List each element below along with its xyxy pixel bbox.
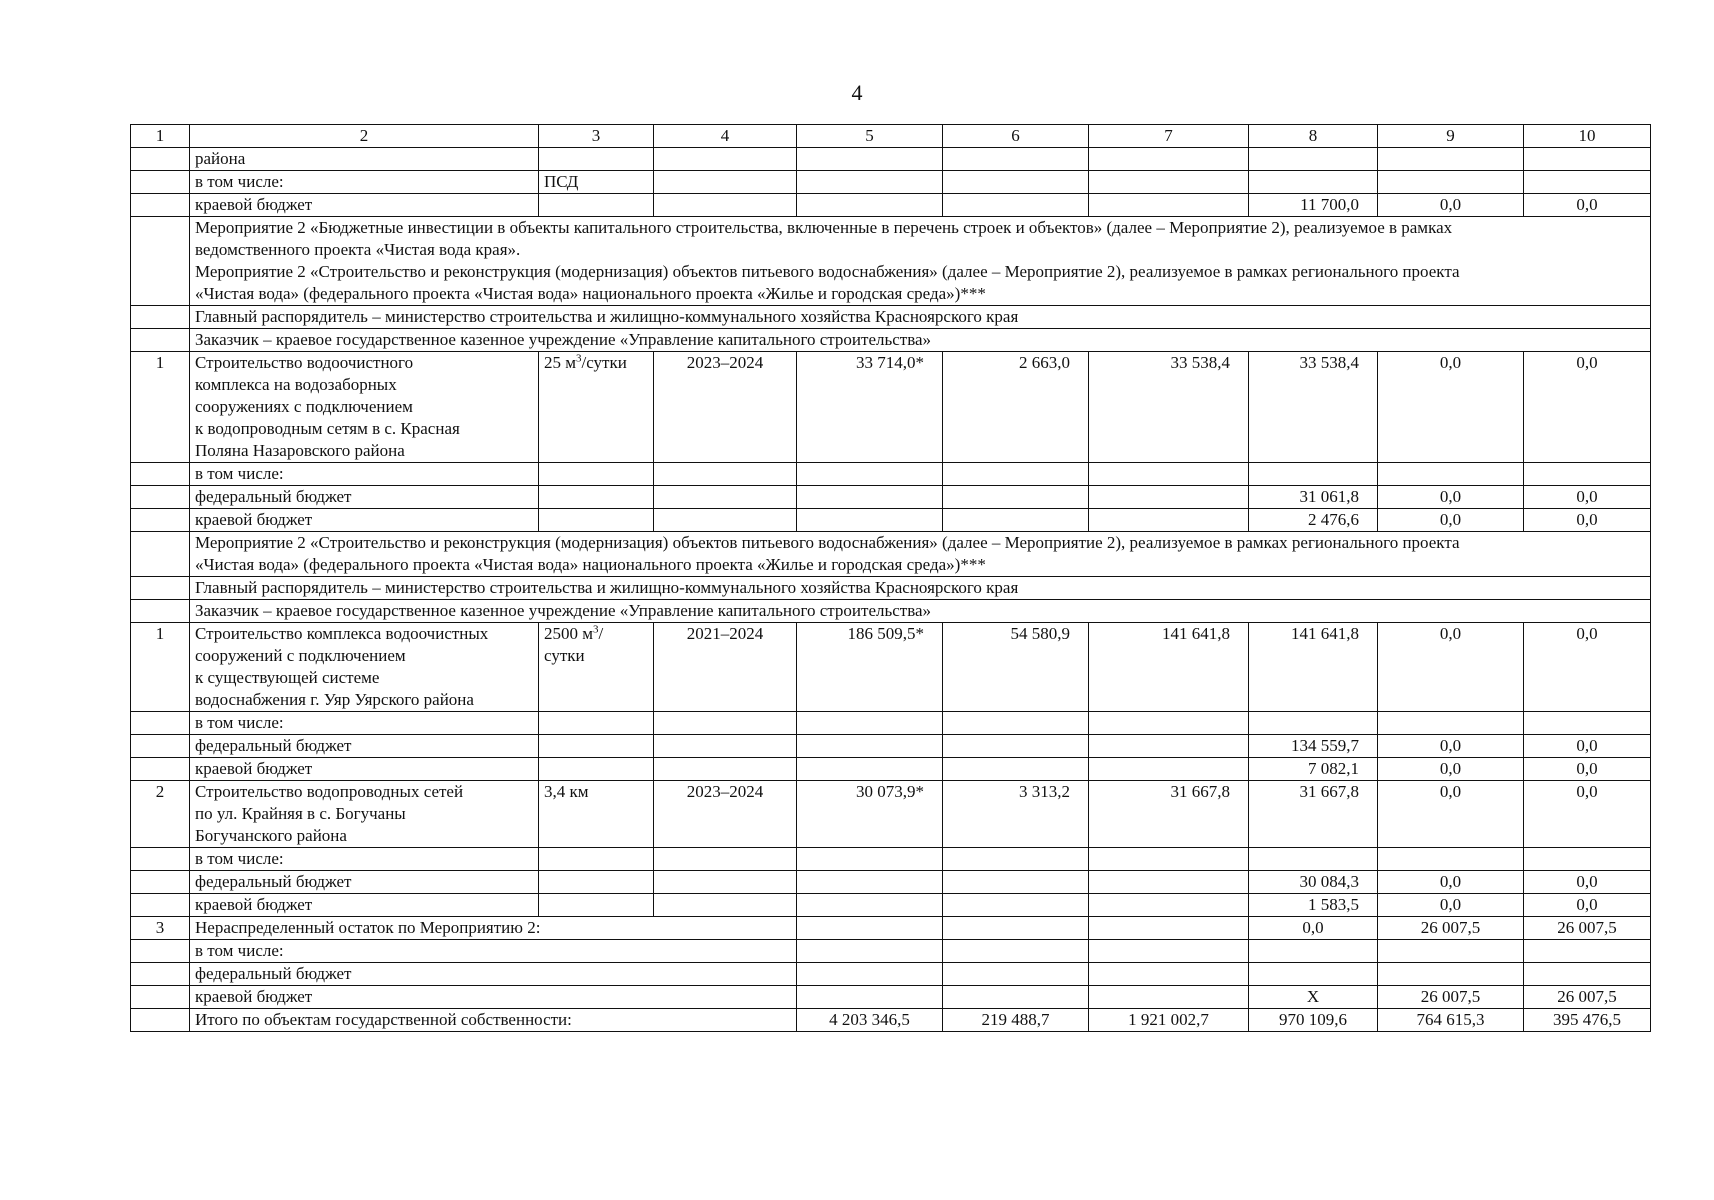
section-header-line: Главный распорядитель – министерство строительства и жилищно-коммунального хозяйства Красноярского края [195,578,1019,597]
table-row [131,463,1651,486]
table-row [131,871,1651,894]
years-cell: 2023–2024 [654,781,797,848]
row-label: района [190,148,539,171]
years-cell [654,148,797,171]
years-cell [654,871,797,894]
year-3-cell [1524,171,1651,194]
year-1-cell: 0,0 [1249,917,1378,940]
estimate-cell [797,509,943,532]
estimate-cell [797,148,943,171]
estimate-cell [797,194,943,217]
section-header-cell [190,532,1651,577]
remaining-cell [1089,758,1249,781]
object-name-line: к существующей системе [195,668,380,687]
prior-cell: 54 580,9 [943,623,1089,712]
row-label: Нераспределенный остаток по Мероприятию 2: [190,917,797,940]
remaining-cell: 33 538,4 [1089,352,1249,463]
prior-cell [943,758,1089,781]
year-1-cell: 2 476,6 [1249,509,1378,532]
estimate-cell [797,171,943,194]
table-row [131,194,1651,217]
capacity-unit-superscript: 3 [593,623,599,636]
year-3-cell [1524,463,1651,486]
object-number-cell: 1 [131,352,190,463]
year-3-cell [1524,848,1651,871]
year-2-cell: 0,0 [1378,894,1524,917]
prior-cell [943,986,1089,1009]
estimate-cell: 186 509,5* [797,623,943,712]
year-2-cell: 0,0 [1378,509,1524,532]
row-number-cell [131,486,190,509]
remaining-cell [1089,171,1249,194]
year-1-cell [1249,940,1378,963]
remaining-cell [1089,509,1249,532]
year-2-cell [1378,171,1524,194]
year-2-cell: 0,0 [1378,486,1524,509]
column-number-cell: 9 [1378,125,1524,148]
row-number-cell [131,894,190,917]
year-2-cell: 26 007,5 [1378,917,1524,940]
table-row [131,894,1651,917]
object-name-line: сооружениях с подключением [195,397,413,416]
prior-cell [943,194,1089,217]
object-name-line: Строительство комплекса водоочистных [195,624,489,643]
capacity-cell [539,848,654,871]
object-name-line: Строительство водоочистного [195,353,414,372]
capacity-cell: ПСД [539,171,654,194]
object-number-cell: 1 [131,623,190,712]
table-row [131,532,1651,577]
section-header-line: Мероприятие 2 «Бюджетные инвестиции в объекты капитального строительства, включенные в перечень строек и объектов» (далее – Мероприятие 2), реализуемое в рамках [195,218,1453,237]
prior-cell [943,917,1089,940]
year-3-cell: 0,0 [1524,352,1651,463]
year-2-cell [1378,712,1524,735]
capacity-cell [539,352,654,463]
row-number-cell [131,1009,190,1032]
object-number-cell: 2 [131,781,190,848]
prior-cell [943,894,1089,917]
year-2-cell [1378,848,1524,871]
estimate-cell [797,871,943,894]
year-1-cell [1249,463,1378,486]
year-3-cell: 0,0 [1524,894,1651,917]
column-number-cell: 3 [539,125,654,148]
section-header-cell [190,600,1651,623]
year-3-cell: 0,0 [1524,781,1651,848]
object-name-line: комплекса на водозаборных [195,375,397,394]
row-label: в том числе: [190,712,539,735]
object-name-line: по ул. Крайняя в с. Богучаны [195,804,406,823]
years-cell [654,194,797,217]
column-number-cell: 4 [654,125,797,148]
row-number-cell [131,735,190,758]
prior-cell [943,148,1089,171]
table-row [131,848,1651,871]
row-number-cell [131,171,190,194]
row-number-cell [131,306,190,329]
table-row [131,600,1651,623]
table-row [131,735,1651,758]
table-row [131,917,1651,940]
row-number-cell [131,758,190,781]
capacity-cell [539,623,654,712]
table-row [131,306,1651,329]
row-label: краевой бюджет [190,894,539,917]
row-number-cell [131,577,190,600]
capacity-cell [539,194,654,217]
years-cell [654,712,797,735]
years-cell [654,848,797,871]
year-3-cell: 26 007,5 [1524,917,1651,940]
capacity-cell [539,712,654,735]
column-number-cell: 2 [190,125,539,148]
section-header-cell [190,217,1651,306]
remaining-cell: 31 667,8 [1089,781,1249,848]
row-number-cell [131,986,190,1009]
remaining-cell [1089,894,1249,917]
capacity-unit-suffix: /сутки [581,353,627,372]
table-row [131,577,1651,600]
years-cell: 2021–2024 [654,623,797,712]
total-remaining-cell: 1 921 002,7 [1089,1009,1249,1032]
section-header-line: Заказчик – краевое государственное казенное учреждение «Управление капитального строительства» [195,330,932,349]
year-3-cell: 0,0 [1524,623,1651,712]
object-name-cell [190,623,539,712]
object-name-line: сооружений с подключением [195,646,406,665]
prior-cell [943,486,1089,509]
row-label: краевой бюджет [190,758,539,781]
year-1-cell: 31 667,8 [1249,781,1378,848]
year-3-cell: 0,0 [1524,871,1651,894]
estimate-cell [797,917,943,940]
estimate-cell: 33 714,0* [797,352,943,463]
object-name-line: Строительство водопроводных сетей [195,782,464,801]
prior-cell [943,735,1089,758]
year-2-cell: 0,0 [1378,781,1524,848]
column-number-cell: 7 [1089,125,1249,148]
remaining-cell [1089,194,1249,217]
capacity-unit-suffix: / сутки [544,624,604,665]
object-name-cell [190,781,539,848]
estimate-cell [797,940,943,963]
estimate-cell [797,486,943,509]
row-label: краевой бюджет [190,509,539,532]
total-year-1-cell: 970 109,6 [1249,1009,1378,1032]
capacity-cell [539,509,654,532]
year-2-cell: 26 007,5 [1378,986,1524,1009]
year-1-cell: 141 641,8 [1249,623,1378,712]
row-number-cell [131,871,190,894]
year-1-cell: 1 583,5 [1249,894,1378,917]
prior-cell [943,963,1089,986]
estimate-cell [797,963,943,986]
table-row [131,352,1651,463]
table-row [131,486,1651,509]
years-cell: 2023–2024 [654,352,797,463]
prior-cell [943,171,1089,194]
row-label: федеральный бюджет [190,871,539,894]
row-number-cell [131,194,190,217]
table-row [131,217,1651,306]
remaining-cell [1089,871,1249,894]
year-1-cell [1249,712,1378,735]
year-2-cell [1378,148,1524,171]
table-row [131,963,1651,986]
prior-cell [943,940,1089,963]
row-number-cell [131,509,190,532]
capacity-cell [539,871,654,894]
page-number: 4 [851,80,863,105]
row-label: федеральный бюджет [190,486,539,509]
remaining-cell [1089,917,1249,940]
capacity-unit-superscript: 3 [576,352,582,365]
year-2-cell [1378,463,1524,486]
remaining-cell [1089,986,1249,1009]
table-row [131,712,1651,735]
table-row [131,171,1651,194]
table-row [131,1009,1651,1032]
total-year-3-cell: 395 476,5 [1524,1009,1651,1032]
row-number-cell [131,463,190,486]
object-number-cell: 3 [131,917,190,940]
row-number-cell [131,532,190,577]
section-header-cell [190,306,1651,329]
years-cell [654,509,797,532]
column-number-cell: 6 [943,125,1089,148]
capacity-value: 2500 м [544,624,594,643]
total-label: Итого по объектам государственной собственности: [190,1009,797,1032]
table-row [131,329,1651,352]
table-row [131,758,1651,781]
table-row [131,781,1651,848]
prior-cell [943,712,1089,735]
prior-cell [943,463,1089,486]
prior-cell: 2 663,0 [943,352,1089,463]
years-cell [654,735,797,758]
estimate-cell: 30 073,9* [797,781,943,848]
year-1-cell: 11 700,0 [1249,194,1378,217]
estimate-cell [797,758,943,781]
remaining-cell [1089,940,1249,963]
estimate-cell [797,894,943,917]
years-cell [654,463,797,486]
year-2-cell: 0,0 [1378,758,1524,781]
section-header-cell [190,577,1651,600]
row-number-cell [131,848,190,871]
column-number-cell: 10 [1524,125,1651,148]
row-number-cell [131,600,190,623]
remaining-cell [1089,963,1249,986]
year-1-cell [1249,963,1378,986]
section-header-line: Мероприятие 2 «Строительство и реконструкция (модернизация) объектов питьевого водоснабжения» (далее – Мероприятие 2), реализуемое в рамках регионального проекта [195,262,1460,281]
remaining-cell [1089,848,1249,871]
section-header-line: Мероприятие 2 «Строительство и реконструкция (модернизация) объектов питьевого водоснабжения» (далее – Мероприятие 2), реализуемое в рамках регионального проекта [195,533,1460,552]
object-name-cell [190,352,539,463]
remaining-cell: 141 641,8 [1089,623,1249,712]
year-2-cell [1378,963,1524,986]
prior-cell [943,509,1089,532]
year-1-cell [1249,148,1378,171]
capacity-cell [539,758,654,781]
section-header-line: ведомственного проекта «Чистая вода края». [195,240,521,259]
years-cell [654,486,797,509]
capacity-value: 25 м [544,353,577,372]
section-header-line: Заказчик – краевое государственное казенное учреждение «Управление капитального строительства» [195,601,932,620]
total-estimate-cell: 4 203 346,5 [797,1009,943,1032]
row-number-cell [131,217,190,306]
object-name-line: Поляна Назаровского района [195,441,405,460]
year-2-cell: 0,0 [1378,352,1524,463]
prior-cell: 3 313,2 [943,781,1089,848]
estimate-cell [797,735,943,758]
year-3-cell: 26 007,5 [1524,986,1651,1009]
object-name-line: к водопроводным сетям в с. Красная [195,419,460,438]
row-label: федеральный бюджет [190,963,797,986]
years-cell [654,758,797,781]
capacity-cell [539,148,654,171]
years-cell [654,171,797,194]
budget-table [130,124,1651,1032]
row-number-cell [131,712,190,735]
row-label: в том числе: [190,940,797,963]
column-number-cell: 8 [1249,125,1378,148]
year-2-cell: 0,0 [1378,194,1524,217]
total-year-2-cell: 764 615,3 [1378,1009,1524,1032]
year-2-cell: 0,0 [1378,623,1524,712]
year-3-cell [1524,963,1651,986]
prior-cell [943,871,1089,894]
year-1-cell [1249,171,1378,194]
table-row [131,509,1651,532]
capacity-value: 3,4 км [544,782,589,801]
column-number-cell: 5 [797,125,943,148]
column-number-cell: 1 [131,125,190,148]
remaining-cell [1089,148,1249,171]
year-3-cell [1524,940,1651,963]
capacity-cell [539,735,654,758]
row-label: в том числе: [190,848,539,871]
year-1-cell [1249,848,1378,871]
section-header-line: «Чистая вода» (федерального проекта «Чистая вода» национального проекта «Жилье и городская среда»)*** [195,284,986,303]
row-label: в том числе: [190,171,539,194]
row-number-cell [131,940,190,963]
estimate-cell [797,986,943,1009]
table-row [131,148,1651,171]
prior-cell [943,848,1089,871]
row-number-cell [131,329,190,352]
row-label: в том числе: [190,463,539,486]
remaining-cell [1089,463,1249,486]
capacity-cell [539,894,654,917]
year-1-cell: Х [1249,986,1378,1009]
estimate-cell [797,463,943,486]
year-1-cell: 33 538,4 [1249,352,1378,463]
year-2-cell: 0,0 [1378,735,1524,758]
row-label: краевой бюджет [190,194,539,217]
year-1-cell: 31 061,8 [1249,486,1378,509]
year-1-cell: 30 084,3 [1249,871,1378,894]
year-3-cell [1524,148,1651,171]
row-number-cell [131,148,190,171]
remaining-cell [1089,712,1249,735]
estimate-cell [797,712,943,735]
year-3-cell: 0,0 [1524,509,1651,532]
year-2-cell: 0,0 [1378,871,1524,894]
years-cell [654,894,797,917]
year-1-cell: 7 082,1 [1249,758,1378,781]
total-prior-cell: 219 488,7 [943,1009,1089,1032]
year-2-cell [1378,940,1524,963]
section-header-line: «Чистая вода» (федерального проекта «Чистая вода» национального проекта «Жилье и городская среда»)*** [195,555,986,574]
capacity-cell [539,781,654,848]
year-3-cell [1524,712,1651,735]
year-3-cell: 0,0 [1524,735,1651,758]
table-row [131,623,1651,712]
object-name-line: водоснабжения г. Уяр Уярского района [195,690,474,709]
estimate-cell [797,848,943,871]
table-row [131,986,1651,1009]
capacity-cell [539,463,654,486]
year-3-cell: 0,0 [1524,486,1651,509]
year-3-cell: 0,0 [1524,758,1651,781]
column-number-row [131,125,1651,148]
row-number-cell [131,963,190,986]
row-label: федеральный бюджет [190,735,539,758]
year-1-cell: 134 559,7 [1249,735,1378,758]
section-header-cell [190,329,1651,352]
section-header-line: Главный распорядитель – министерство строительства и жилищно-коммунального хозяйства Красноярского края [195,307,1019,326]
table-row [131,940,1651,963]
object-name-line: Богучанского района [195,826,347,845]
year-3-cell: 0,0 [1524,194,1651,217]
row-label: краевой бюджет [190,986,797,1009]
capacity-cell [539,486,654,509]
remaining-cell [1089,486,1249,509]
remaining-cell [1089,735,1249,758]
